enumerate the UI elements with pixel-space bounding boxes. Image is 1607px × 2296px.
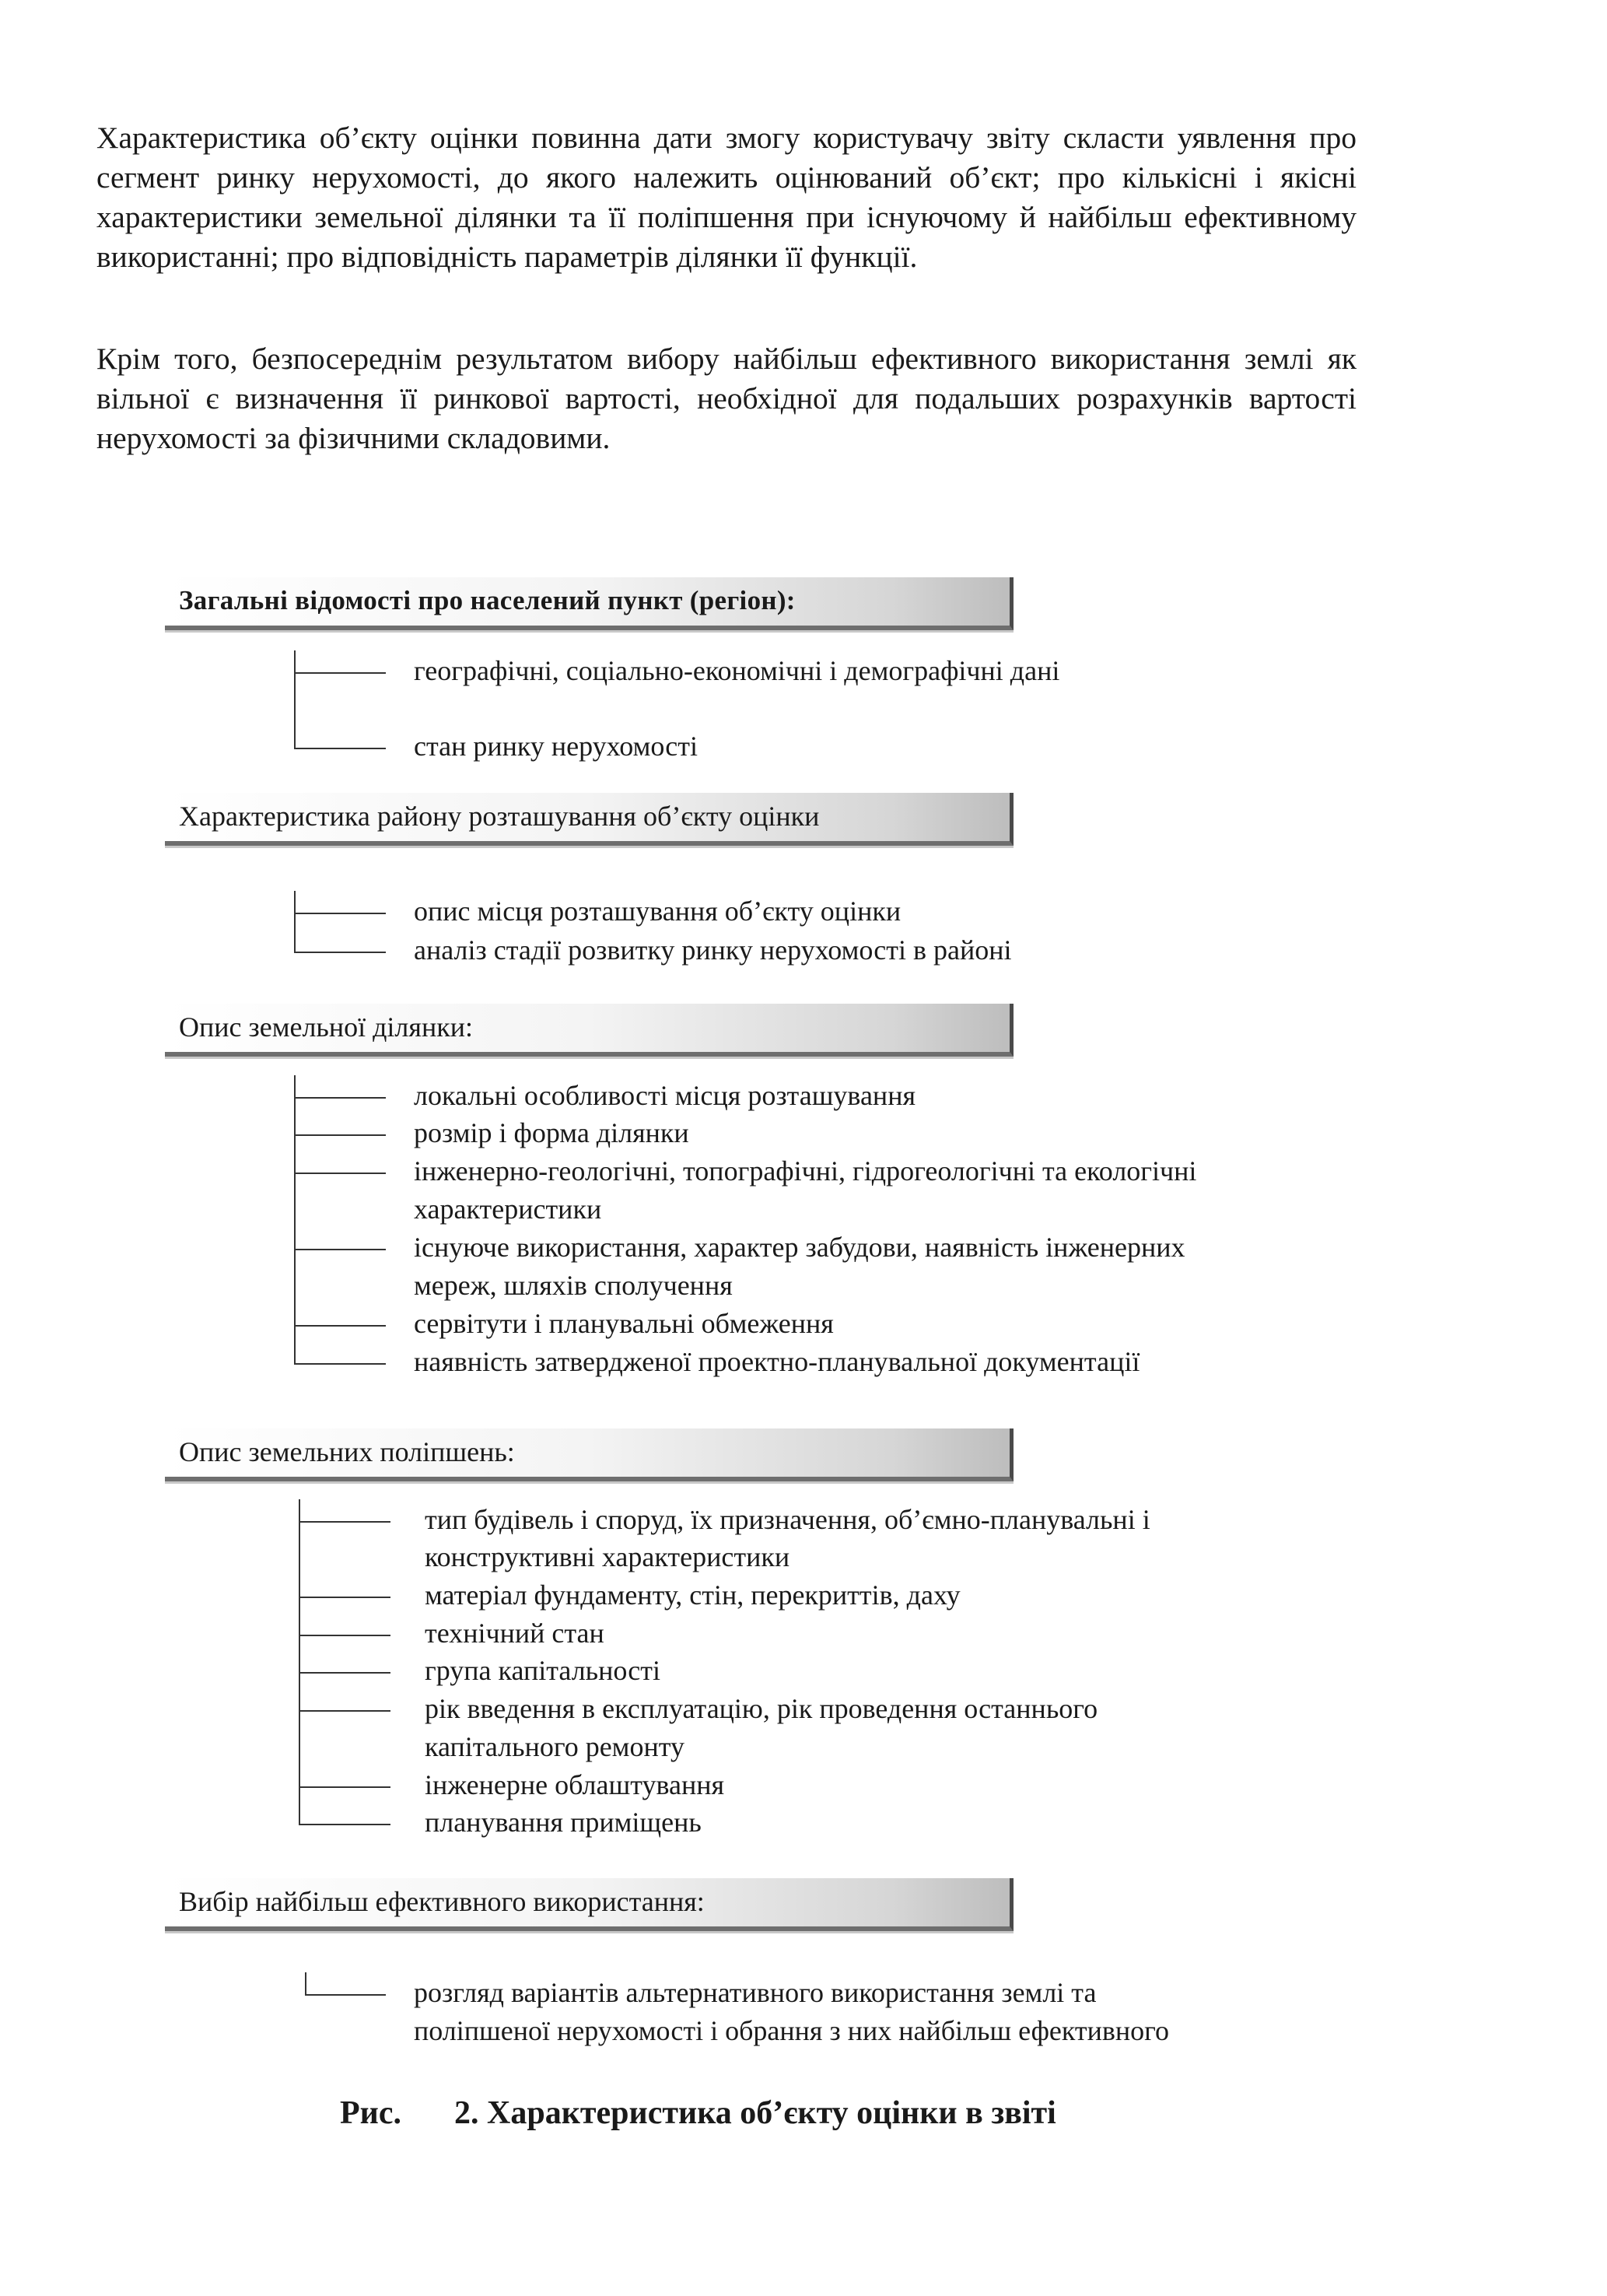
section-title: Вибір найбільш ефективного використання: bbox=[179, 1886, 705, 1917]
section-header-bar bbox=[165, 577, 1014, 630]
intro-paragraph: Характеристика об’єкту оцінки повинна дати змогу користувачу звіту скласти уявлення про сегмент ринку нерухомості, до якого належить оцінюваний об’єкт; про кількісні і якісні характеристики земельної ділянки та її поліпшення при існуючому й найбільш ефективному використанні; про відповідність параметрів ділянки її функції. bbox=[96, 121, 1357, 274]
section-header-bar bbox=[165, 1004, 1014, 1057]
list-item: аналіз стадії розвитку ринку нерухомості в районі bbox=[414, 934, 1012, 966]
list-item: група капітальності bbox=[425, 1655, 660, 1686]
list-item: конструктивні характеристики bbox=[425, 1541, 790, 1572]
section-title: Загальні відомості про населений пункт (регіон): bbox=[179, 585, 796, 615]
list-item: розгляд варіантів альтернативного використання землі та bbox=[414, 1977, 1097, 2008]
tree-branch bbox=[294, 672, 386, 674]
list-item: наявність затвердженої проектно-планувальної документації bbox=[414, 1346, 1140, 1377]
section-title: Опис земельних поліпшень: bbox=[179, 1436, 515, 1467]
list-item: капітального ремонту bbox=[425, 1731, 684, 1762]
list-item: географічні, соціально-економічні і демографічні дані bbox=[414, 655, 1060, 686]
section-title: Характеристика району розташування об’єкту оцінки bbox=[179, 801, 820, 832]
list-item: сервітути і планувальні обмеження bbox=[414, 1308, 834, 1339]
figure-caption-text: 2. Характеристика об’єкту оцінки в звіті bbox=[454, 2095, 1056, 2131]
tree-branch bbox=[294, 1097, 386, 1099]
intro-paragraph: Крім того, безпосереднім результатом вибору найбільш ефективного використання землі як вільної є визначення її ринкової вартості, необхідної для подальших розрахунків вартості нерухомості за фізичними складовими. bbox=[96, 342, 1357, 455]
list-item: розмір і форма ділянки bbox=[414, 1117, 689, 1148]
tree-branch bbox=[305, 1994, 386, 1996]
tree-connector-line bbox=[299, 1499, 300, 1825]
tree-branch bbox=[299, 1824, 390, 1825]
tree-branch bbox=[294, 1325, 386, 1327]
section-header-bar bbox=[165, 793, 1014, 846]
section-title: Опис земельної ділянки: bbox=[179, 1011, 473, 1043]
tree-connector-line bbox=[294, 891, 296, 953]
section-header-bar bbox=[165, 1428, 1014, 1481]
list-item: існуюче використання, характер забудови, наявність інженерних bbox=[414, 1232, 1185, 1263]
tree-branch bbox=[294, 952, 386, 953]
tree-branch bbox=[299, 1597, 390, 1598]
list-item: тип будівель і споруд, їх призначення, об’ємно-планувальні і bbox=[425, 1504, 1150, 1535]
list-item: характеристики bbox=[414, 1194, 602, 1225]
tree-connector-line bbox=[294, 1075, 296, 1365]
list-item: інженерне облаштування bbox=[425, 1769, 725, 1800]
list-item: поліпшеної нерухомості і обрання з них найбільш ефективного bbox=[414, 2015, 1170, 2046]
list-item: технічний стан bbox=[425, 1618, 604, 1649]
list-item: мереж, шляхів сполучення bbox=[414, 1270, 733, 1301]
list-item: матеріал фундаменту, стін, перекриттів, даху bbox=[425, 1579, 961, 1611]
tree-branch bbox=[294, 1134, 386, 1136]
tree-branch bbox=[294, 1173, 386, 1174]
tree-branch bbox=[299, 1786, 390, 1788]
figure-caption-label: Рис. bbox=[340, 2095, 401, 2131]
tree-connector-line bbox=[294, 650, 296, 749]
list-item: стан ринку нерухомості bbox=[414, 731, 698, 762]
list-item: планування приміщень bbox=[425, 1807, 702, 1838]
list-item: опис місця розташування об’єкту оцінки bbox=[414, 896, 902, 927]
list-item: рік введення в експлуатацію, рік проведення останнього bbox=[425, 1693, 1098, 1724]
tree-branch bbox=[294, 748, 386, 749]
tree-branch bbox=[294, 913, 386, 914]
tree-branch bbox=[294, 1363, 386, 1365]
tree-branch bbox=[299, 1710, 390, 1712]
tree-connector-line bbox=[305, 1972, 306, 1996]
tree-branch bbox=[299, 1635, 390, 1636]
tree-branch bbox=[299, 1521, 390, 1523]
tree-branch bbox=[299, 1672, 390, 1674]
section-header-bar bbox=[165, 1878, 1014, 1931]
list-item: інженерно-геологічні, топографічні, гідрогеологічні та екологічні bbox=[414, 1155, 1197, 1187]
list-item: локальні особливості місця розташування bbox=[414, 1080, 916, 1111]
tree-branch bbox=[294, 1249, 386, 1250]
